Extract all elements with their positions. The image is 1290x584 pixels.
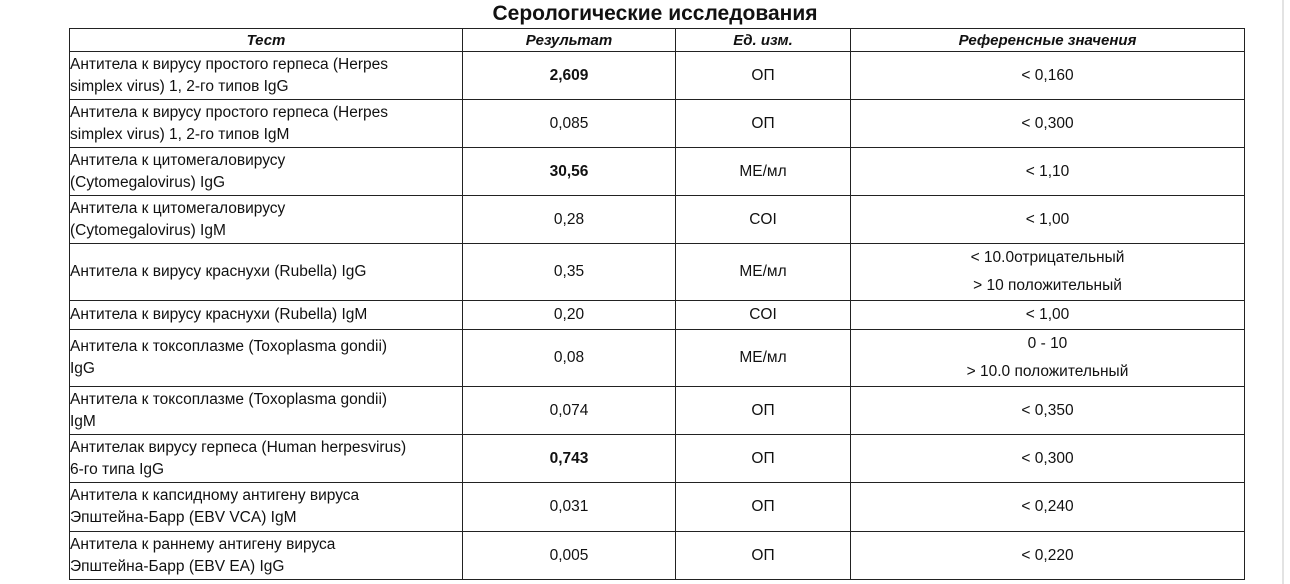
test-name-line: (Cytomegalovirus) IgM bbox=[70, 221, 226, 239]
reference-range-cell bbox=[851, 330, 1245, 387]
reference-range-line: 0 - 10 bbox=[1027, 335, 1068, 352]
test-name-cell bbox=[70, 148, 463, 196]
reference-range-cell bbox=[851, 301, 1245, 330]
unit-cell: COI bbox=[676, 301, 851, 330]
reference-range-cell bbox=[851, 244, 1245, 301]
table-row bbox=[70, 100, 1245, 148]
test-name-line: IgM bbox=[70, 412, 96, 430]
result-value-cell: 0,005 bbox=[463, 532, 676, 580]
test-name-line: Антитела к цитомегаловирусу bbox=[70, 151, 286, 169]
result-value-cell: 0,08 bbox=[463, 330, 676, 387]
test-name-line: simplex virus) 1, 2-го типов IgG bbox=[70, 77, 289, 95]
table-row bbox=[70, 532, 1245, 580]
test-name-cell bbox=[70, 483, 463, 532]
result-value-cell: 30,56 bbox=[463, 148, 676, 196]
test-name-line: Эпштейна-Барр (EBV EA) IgG bbox=[70, 557, 285, 575]
page-title: Серологические исследования bbox=[492, 2, 818, 25]
test-name-line: (Cytomegalovirus) IgG bbox=[70, 173, 226, 191]
test-name-line: Антитела к вирусу простого герпеса (Herpes bbox=[70, 55, 389, 73]
table-row bbox=[70, 330, 1245, 387]
result-value-cell: 0,031 bbox=[463, 483, 676, 532]
table-row bbox=[70, 244, 1245, 301]
reference-range-line: < 0,300 bbox=[1021, 114, 1074, 132]
test-name-cell bbox=[70, 100, 463, 148]
test-name-line: Антитела к вирусу краснухи (Rubella) IgM bbox=[70, 306, 368, 323]
result-value-cell: 0,743 bbox=[463, 435, 676, 483]
column-header-result: Результат bbox=[463, 29, 676, 52]
test-name-cell bbox=[70, 435, 463, 483]
table-row bbox=[70, 301, 1245, 330]
unit-cell: МЕ/мл bbox=[676, 148, 851, 196]
test-name-line: Антитела к раннему антигену вируса bbox=[70, 535, 336, 553]
test-name-line: Антитела к токсоплазме (Toxoplasma gondii) bbox=[70, 390, 388, 408]
test-name-line: simplex virus) 1, 2-го типов IgM bbox=[70, 125, 290, 143]
reference-range-cell bbox=[851, 483, 1245, 532]
results-table bbox=[69, 28, 1245, 580]
test-name-line: Антитела к токсоплазме (Toxoplasma gondii) bbox=[70, 338, 388, 355]
reference-range-cell bbox=[851, 435, 1245, 483]
table-body bbox=[70, 52, 1245, 580]
unit-cell: COI bbox=[676, 196, 851, 244]
result-value-cell: 0,20 bbox=[463, 301, 676, 330]
result-value-cell: 2,609 bbox=[463, 52, 676, 100]
reference-range-cell bbox=[851, 100, 1245, 148]
table-header-row bbox=[70, 29, 1245, 52]
unit-cell: ОП bbox=[676, 100, 851, 148]
result-value-cell: 0,35 bbox=[463, 244, 676, 301]
table-row bbox=[70, 52, 1245, 100]
unit-cell: ОП bbox=[676, 52, 851, 100]
test-name-line: Антитела к вирусу краснухи (Rubella) IgG bbox=[70, 263, 367, 280]
reference-range-cell bbox=[851, 52, 1245, 100]
reference-range-line: < 1,10 bbox=[1025, 162, 1070, 180]
reference-range-line: < 10.0отрицательный bbox=[970, 249, 1125, 266]
table-row bbox=[70, 483, 1245, 532]
reference-range-line: < 0,240 bbox=[1021, 498, 1074, 515]
reference-range-cell bbox=[851, 387, 1245, 435]
table-row bbox=[70, 435, 1245, 483]
unit-cell: МЕ/мл bbox=[676, 244, 851, 301]
reference-range-line: < 0,220 bbox=[1021, 546, 1074, 564]
test-name-cell bbox=[70, 52, 463, 100]
test-name-cell bbox=[70, 330, 463, 387]
result-value-cell: 0,074 bbox=[463, 387, 676, 435]
table-row bbox=[70, 148, 1245, 196]
unit-cell: ОП bbox=[676, 435, 851, 483]
reference-range-line: < 0,160 bbox=[1021, 66, 1074, 84]
test-name-cell bbox=[70, 244, 463, 301]
unit-cell: ОП bbox=[676, 387, 851, 435]
column-header-unit: Ед. изм. bbox=[676, 29, 851, 52]
reference-range-line: < 0,300 bbox=[1021, 449, 1074, 467]
reference-range-line: < 1,00 bbox=[1025, 210, 1070, 228]
test-name-line: Антитела к цитомегаловирусу bbox=[70, 199, 286, 217]
test-name-cell bbox=[70, 387, 463, 435]
reference-range-cell bbox=[851, 532, 1245, 580]
unit-cell: ОП bbox=[676, 483, 851, 532]
table-row bbox=[70, 196, 1245, 244]
test-name-line: Антитела к капсидному антигену вируса bbox=[70, 487, 360, 504]
result-value-cell: 0,085 bbox=[463, 100, 676, 148]
test-name-line: Антитела к вирусу простого герпеса (Herpes bbox=[70, 103, 389, 121]
test-name-cell bbox=[70, 196, 463, 244]
test-name-cell bbox=[70, 532, 463, 580]
reference-range-line: < 1,00 bbox=[1025, 306, 1070, 323]
unit-cell: ОП bbox=[676, 532, 851, 580]
column-header-test: Тест bbox=[70, 29, 463, 52]
result-value-cell: 0,28 bbox=[463, 196, 676, 244]
test-name-line: Эпштейна-Барр (EBV VCA) IgM bbox=[70, 509, 297, 526]
test-name-cell bbox=[70, 301, 463, 330]
page-edge-right bbox=[1282, 0, 1284, 584]
reference-range-cell bbox=[851, 148, 1245, 196]
test-name-line: IgG bbox=[70, 360, 95, 377]
reference-range-line: > 10 положительный bbox=[973, 277, 1122, 294]
test-name-line: 6-го типа IgG bbox=[70, 460, 165, 478]
reference-range-cell bbox=[851, 196, 1245, 244]
reference-range-line: < 0,350 bbox=[1021, 401, 1074, 419]
unit-cell: МЕ/мл bbox=[676, 330, 851, 387]
test-name-line: Антителак вирусу герпеса (Human herpesvirus) bbox=[70, 438, 407, 456]
reference-range-line: > 10.0 положительный bbox=[966, 363, 1129, 380]
table-row bbox=[70, 387, 1245, 435]
column-header-reference: Референсные значения bbox=[851, 29, 1245, 52]
